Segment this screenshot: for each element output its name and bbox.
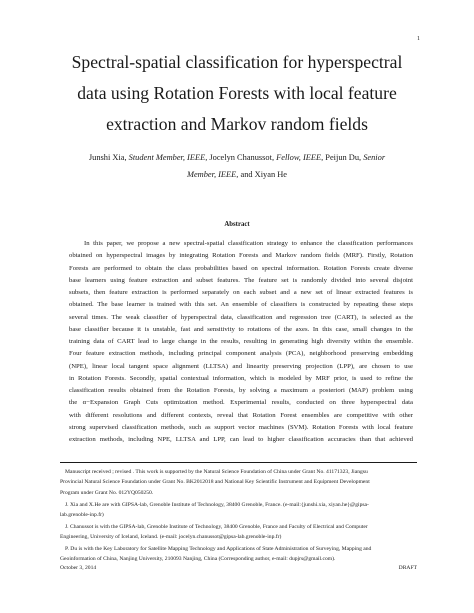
author-line-2 xyxy=(60,166,414,183)
footnote-line: Geoinformation of China, Nanjing University, 210093 Nanjing, China (Corresponding author, e-mail: dupjrs@gmail.com). xyxy=(60,556,336,563)
abstract-line: extraction methods, including NPE, LLTSA and LPP, can lead to higher classification accuracies than that achieved xyxy=(69,436,413,443)
abstract-line: classification results obtained from the Rotation Forests, by solving a maximum a posteriori (MAP) problem using xyxy=(69,387,413,394)
title-line: extraction and Markov random fields xyxy=(106,114,368,134)
title-line: Spectral-spatial classification for hyperspectral xyxy=(71,52,403,72)
abstract-line: with different resolutions and different contexts, reveal that Rotation Forest ensembles are competitive with other xyxy=(69,411,413,419)
title-line: data using Rotation Forests with local feature xyxy=(77,83,397,103)
author-text: , and Xiyan He xyxy=(236,170,287,179)
footnote xyxy=(60,522,417,543)
footnote xyxy=(60,500,417,521)
abstract-line: base learners using feature extraction and subset features. The feature set is randomly divided into several disjoint xyxy=(69,276,413,284)
footnote-line: Program under Grant No. 012YQ050250. xyxy=(60,489,154,496)
footnotes xyxy=(60,467,417,566)
abstract-line: obtained on hyperspectral images by integrating Rotation Forests and Markov random fields (MRF). Firstly, Rotation xyxy=(69,252,413,260)
footnote xyxy=(60,544,417,565)
footnote-line: lab.grenoble-inp.fr) xyxy=(60,511,104,518)
footnote-line: Engineering, University of Iceland, Iceland. (e-mail: jocelyn.chanussot@gipsa-lab.grenoble-inp.fr) xyxy=(60,534,282,541)
footer-date: October 3, 2014 xyxy=(60,565,97,571)
abstract-line: obtained. The base learner is trained with this set. An ensemble of classifiers is constructed by repeating these steps xyxy=(69,301,413,309)
abstract-line: subsets, then feature extraction is performed separately on each subset and a new set of linear extracted features is xyxy=(69,289,413,296)
abstract-line: the α−Expansion Graph Cuts optimization method. Experimental results, conducted on three hyperspectral data xyxy=(69,399,413,407)
abstract-line: several times. The weak classifier of hyperspectral data, classification and regression tree (CART), is selected as the xyxy=(69,313,413,321)
abstract-line: Four feature extraction methods, including principal component analysis (PCA), neighborhood preserving embedding xyxy=(69,350,413,358)
footnote-rule xyxy=(60,462,417,463)
author-text: Member, IEEE xyxy=(186,170,237,179)
footnote-line: P. Du is with the Key Laboratory for Satellite Mapping Technology and Applications of State Administration of Surveying, Mapping and xyxy=(65,545,372,552)
footnote-line: J. Xia and X.He are with GIPSA-lab, Grenoble Institute of Technology, 38400 Grenoble, France. (e-mail:{junshi.xia, xiyan.he}@gipsa- xyxy=(65,501,369,508)
page-number: 1 xyxy=(417,36,420,42)
abstract-line: training data of CART lead to large change in the results, resulting in generating high diversity within the ensemble. xyxy=(69,338,413,345)
footnote-line: J. Chanussot is with the GIPSA-lab, Grenoble Institute of Technology, 38400 Grenoble, France and Faculty of Electrical and Computer xyxy=(65,523,368,530)
paper-title xyxy=(50,47,424,140)
author-text: Senior xyxy=(363,153,386,162)
author-text: Student Member, IEEE xyxy=(128,153,206,162)
abstract-heading: Abstract xyxy=(224,221,250,228)
author-text: , Jocelyn Chanussot, xyxy=(205,153,277,162)
author-text: Junshi Xia, xyxy=(88,153,129,162)
abstract-line: base classifier because it is unstable, fast and sensitivity to rotations of the axes. In this case, small changes in the xyxy=(69,325,413,333)
author-list xyxy=(60,149,414,183)
footnote-line: Manuscript received ; revised . This work is supported by the Natural Science Foundation of China under Grant No. 41171323, Jiangsu xyxy=(65,469,368,475)
abstract-line: strong supervised classification methods, such as support vector machines (SVM). Rotation Forests with local feature xyxy=(69,423,413,431)
abstract-line: Forests are performed to obtain the class probabilities based on spectral information. Rotation Forests create diverse xyxy=(69,264,413,272)
abstract-body xyxy=(69,238,413,446)
author-line-1 xyxy=(60,149,414,166)
abstract-line: in Rotation Forests. Secondly, spatial contextual information, which is modeled by MRF prior, is used to refine the xyxy=(69,374,413,382)
abstract-line: In this paper, we propose a new spectral-spatial classification strategy to enhance the classification performances xyxy=(84,240,413,247)
footnote-line: Provincial Natural Science Foundation under Grant No. BK2012018 and National Key Scientific Instrument and Equipment Development xyxy=(60,479,370,486)
author-text: , Peijun Du, xyxy=(321,153,364,162)
footer-status: DRAFT xyxy=(398,565,417,571)
abstract-line: (NPE), linear local tangent space alignment (LLTSA) and linearity preserving projection (LPP), are chosen to use xyxy=(69,362,413,370)
author-text: Fellow, IEEE xyxy=(276,153,322,162)
footnote xyxy=(60,467,417,498)
